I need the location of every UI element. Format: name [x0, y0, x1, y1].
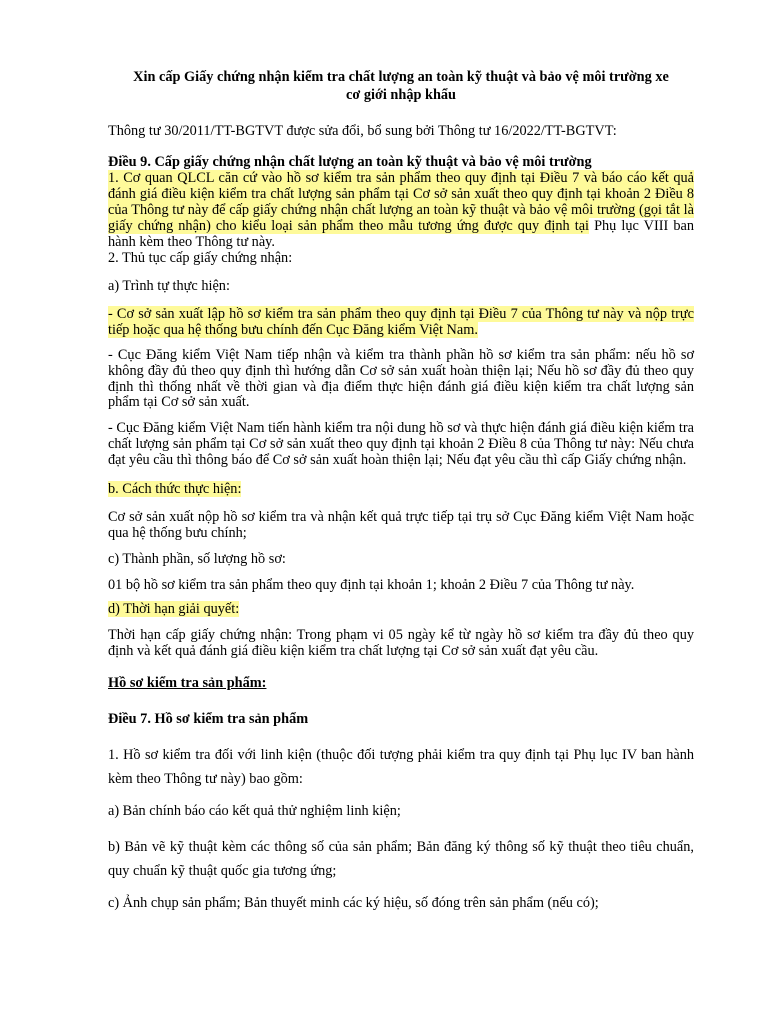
- intro-reference: Thông tư 30/2011/TT-BGTVT được sửa đổi, bổ sung bởi Thông tư 16/2022/TT-BGTVT:: [108, 123, 617, 139]
- section-c-heading: c) Thành phần, số lượng hồ sơ:: [108, 550, 286, 567]
- section-a-heading: a) Trình tự thực hiện:: [108, 278, 230, 294]
- section-b-heading: [108, 481, 694, 497]
- highlighted-text: 1. Cơ quan QLCL căn cứ vào hồ sơ kiểm tra sản phẩm theo quy định tại Điều 7 và báo cáo kết quả đánh giá điều kiện kiểm tra chất lượng sản phẩm tại Cơ sở sản xuất theo quy định tại khoản 2 Điều 8 của Thông tư này để cấp giấy chứng nhận chất lượng an toàn kỹ thuật và bảo vệ môi trường (gọi tắt là giấy chứng nhận) cho kiểu loại sản phẩm theo mẫu tương ứng được quy định tại: [108, 170, 694, 234]
- section-c-text: 01 bộ hồ sơ kiểm tra sản phẩm theo quy định tại khoản 1; khoản 2 Điều 7 của Thông tư này.: [108, 576, 635, 593]
- dossier-heading: Hồ sơ kiểm tra sản phẩm:: [108, 674, 267, 691]
- highlighted-text: d) Thời hạn giải quyết:: [108, 600, 240, 617]
- article-7-paragraph-1: 1. Hồ sơ kiểm tra đối với linh kiện (thuộc đối tượng phải kiểm tra quy định tại Phụ lục IV ban hành kèm theo Thông tư này) bao gồm:: [108, 746, 694, 787]
- document-title-line-2: cơ giới nhập khẩu: [346, 87, 456, 103]
- article-7-heading: Điều 7. Hồ sơ kiểm tra sản phẩm: [108, 710, 309, 727]
- article-9-paragraph-1: [108, 170, 694, 250]
- section-a-item-3: - Cục Đăng kiểm Việt Nam tiến hành kiểm tra nội dung hồ sơ và thực hiện đánh giá điều kiện kiểm tra chất lượng sản phẩm tại Cơ sở sản xuất theo quy định tại khoản 2 Điều 8 của Thông tư này: Nếu chưa đạt yêu cầu thì thông báo để Cơ sở sản xuất hoàn thiện lại; Nếu đạt yêu cầu thì cấp Giấy chứng nhận.: [108, 420, 694, 468]
- document-title: [108, 0, 694, 104]
- highlighted-text: b. Cách thức thực hiện:: [108, 480, 242, 497]
- highlighted-text: - Cơ sở sản xuất lập hồ sơ kiểm tra sản phẩm theo quy định tại Điều 7 của Thông tư này và nộp trực tiếp hoặc qua hệ thống bưu chính đến Cục Đăng kiểm Việt Nam.: [108, 306, 694, 338]
- paragraph-continuation: Phụ lục VIII ban hành kèm theo Thông tư này.: [108, 218, 694, 250]
- section-a-item-2: - Cục Đăng kiểm Việt Nam tiếp nhận và kiểm tra thành phần hồ sơ kiểm tra sản phẩm: nếu hồ sơ không đầy đủ theo quy định thì hướng dẫn Cơ sở sản xuất hoàn thiện lại; Nếu hồ sơ đầy đủ theo quy định thì thống nhất về thời gian và địa điểm thực hiện đánh giá điều kiện kiểm tra chất lượng sản phẩm tại Cơ sở sản xuất.: [108, 347, 694, 411]
- section-d-heading: [108, 601, 694, 617]
- section-b-text: Cơ sở sản xuất nộp hồ sơ kiểm tra và nhận kết quả trực tiếp tại trụ sở Cục Đăng kiểm Việt Nam hoặc qua hệ thống bưu chính;: [108, 508, 694, 541]
- article-7-item-b: b) Bản vẽ kỹ thuật kèm các thông số của sản phẩm; Bản đăng ký thông số kỹ thuật theo tiêu chuẩn, quy chuẩn kỹ thuật quốc gia tương ứng;: [108, 838, 694, 879]
- article-7-item-a: a) Bản chính báo cáo kết quả thử nghiệm linh kiện;: [108, 802, 401, 819]
- section-d-text: Thời hạn cấp giấy chứng nhận: Trong phạm vi 05 ngày kể từ ngày hồ sơ kiểm tra đầy đủ theo quy định và kết quả đánh giá điều kiện kiểm tra chất lượng tại Cơ sở sản xuất đạt yêu cầu.: [108, 626, 694, 659]
- article-9-paragraph-2: 2. Thủ tục cấp giấy chứng nhận:: [108, 250, 293, 266]
- article-9-heading: Điều 9. Cấp giấy chứng nhận chất lượng an toàn kỹ thuật và bảo vệ môi trường: [108, 154, 592, 170]
- section-a-item-1: [108, 306, 694, 338]
- article-7-item-c: c) Ảnh chụp sản phẩm; Bản thuyết minh các ký hiệu, số đóng trên sản phẩm (nếu có);: [108, 894, 599, 911]
- document-title-line-1: Xin cấp Giấy chứng nhận kiểm tra chất lượng an toàn kỹ thuật và bảo vệ môi trường xe: [133, 69, 669, 85]
